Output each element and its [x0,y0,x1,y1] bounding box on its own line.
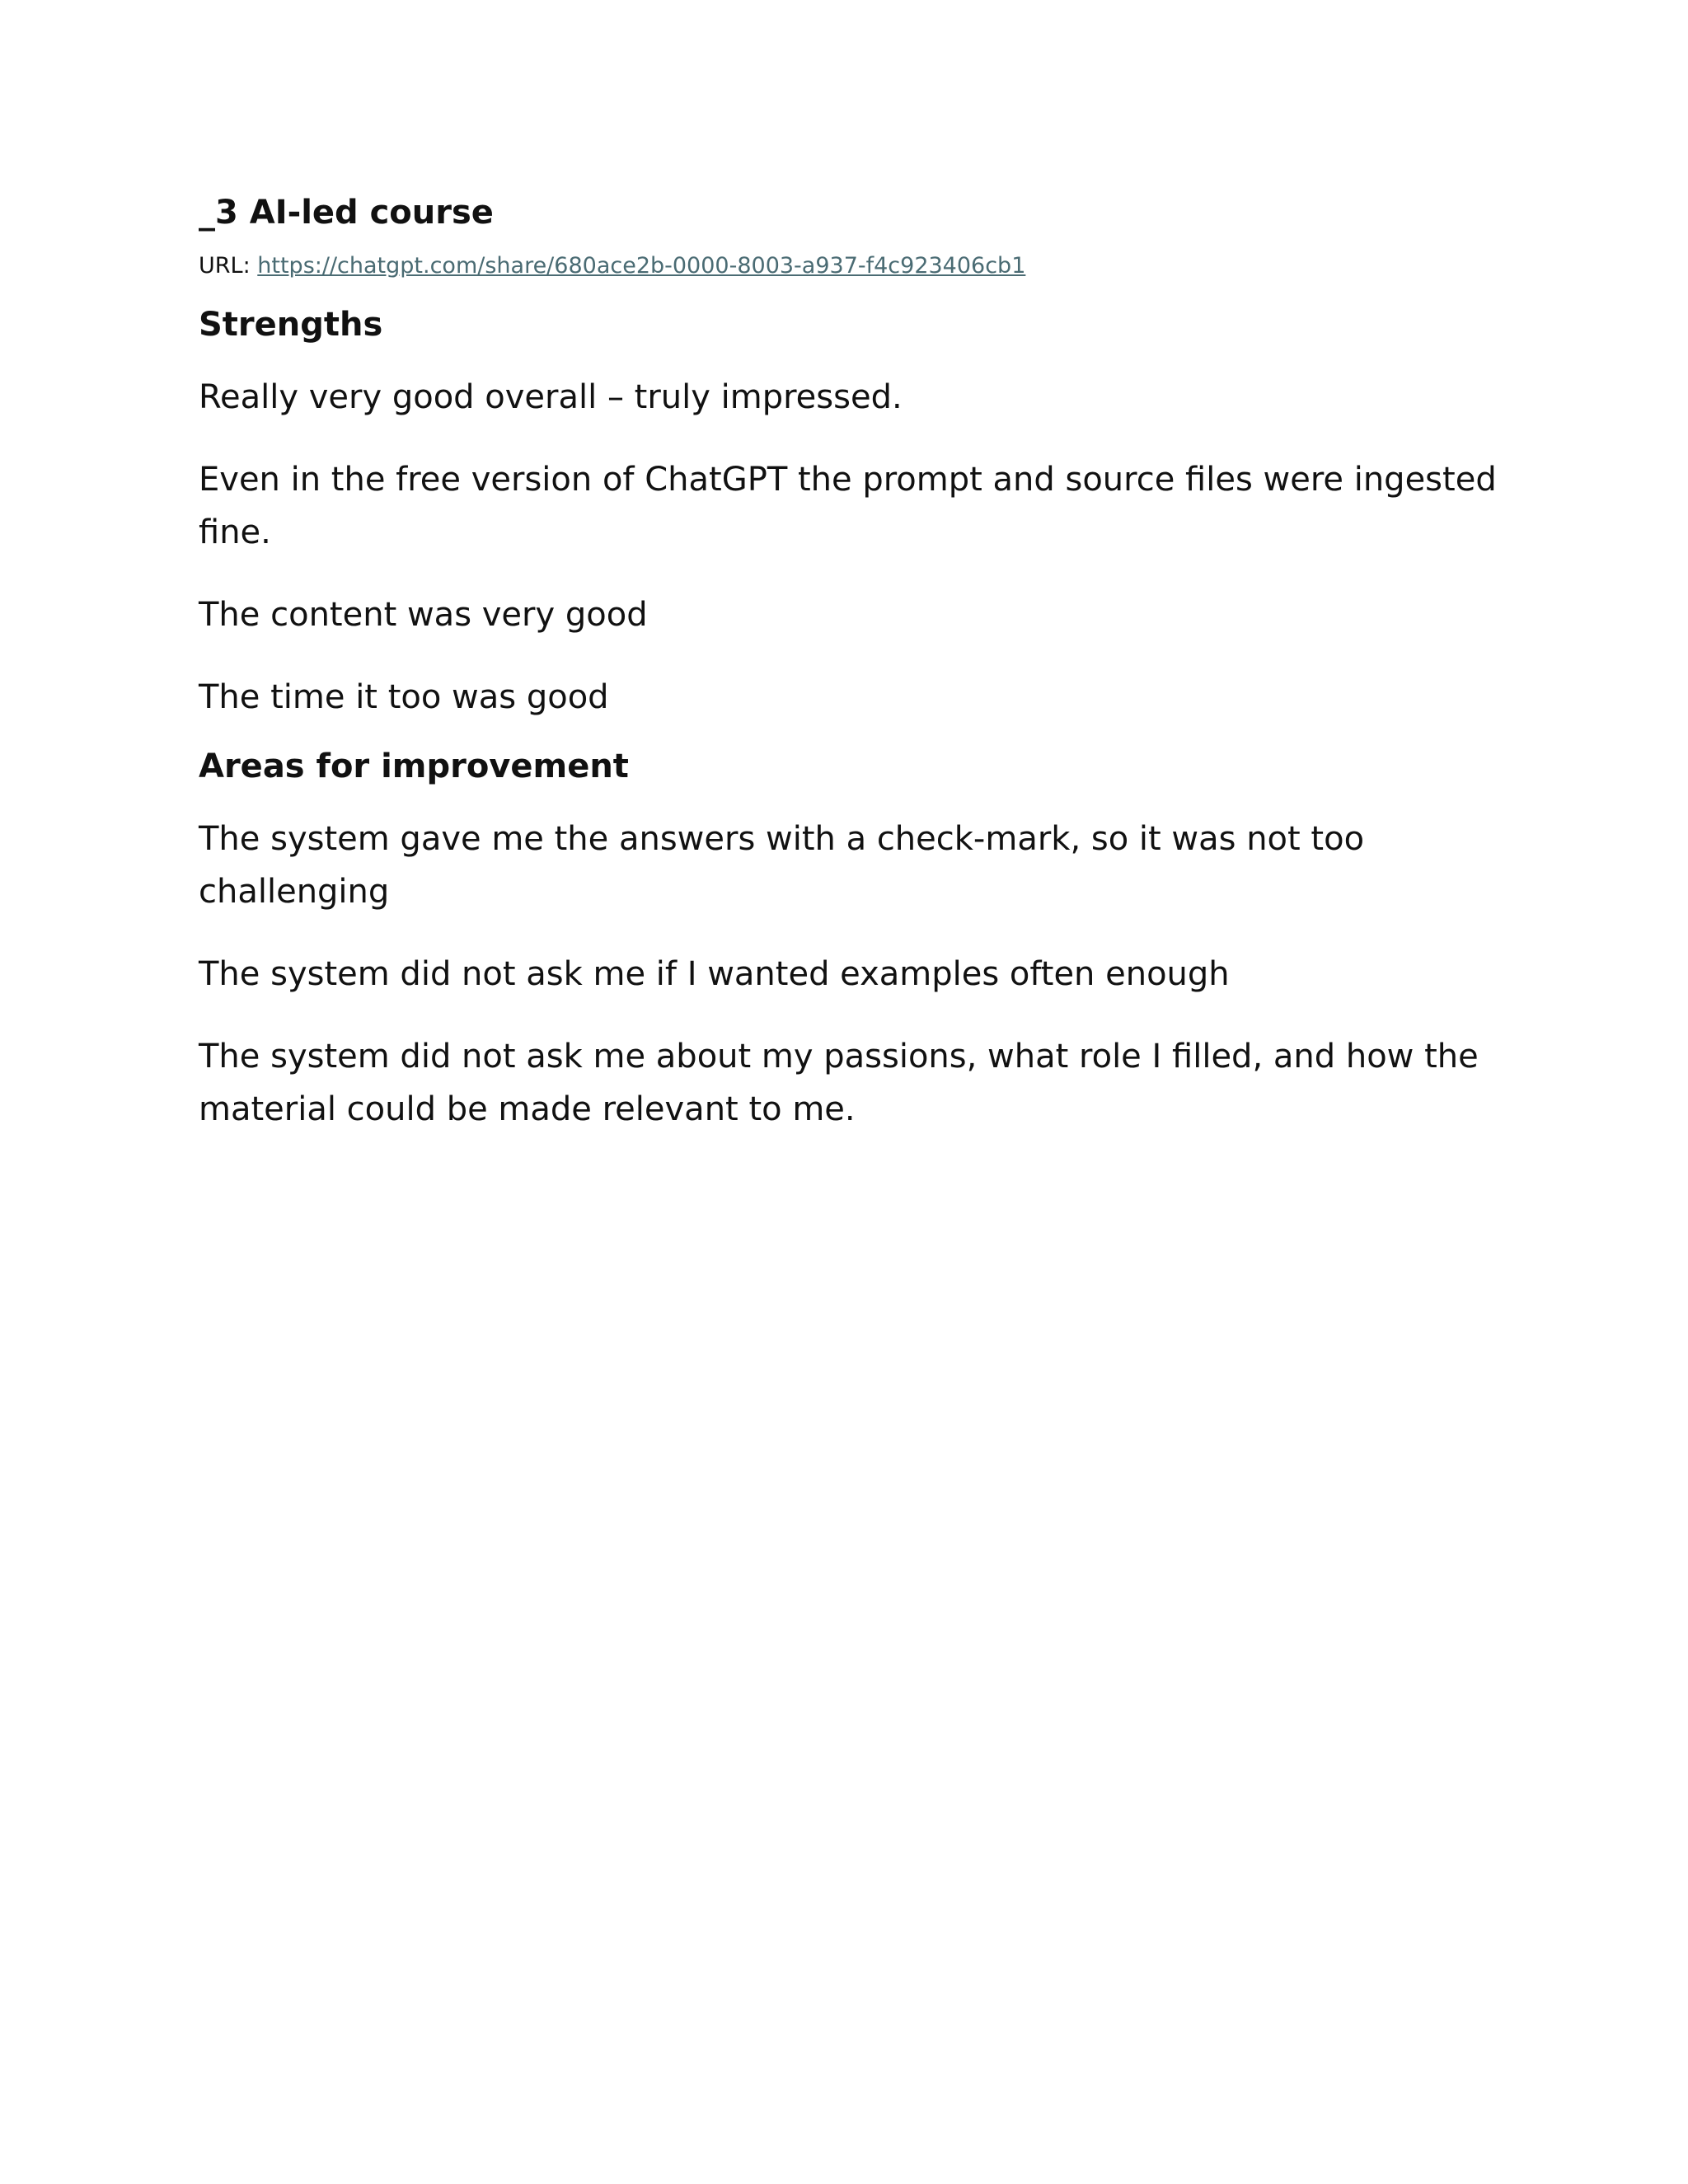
section-heading-strengths: Strengths [199,305,383,344]
improvement-paragraph: The system gave me the answers with a check-mark, so it was not too challenging [199,819,1365,911]
document-title: _3 AI-led course [199,194,494,232]
strength-paragraph: The content was very good [199,595,648,634]
improvement-paragraph: The system did not ask me about my passions, what role I filled, and how the material could be made relevant to me. [199,1037,1479,1128]
strength-paragraph: The time it too was good [199,677,609,716]
share-url-link[interactable]: https://chatgpt.com/share/680ace2b-0000-8003-a937-f4c923406cb1 [257,253,1026,279]
url-line [199,251,1550,282]
strength-paragraph: Even in the free version of ChatGPT the prompt and source files were ingested fine. [199,460,1497,551]
url-label: URL: [199,253,251,279]
strength-paragraph: Really very good overall – truly impressed. [199,377,903,416]
section-heading-improvement: Areas for improvement [199,747,629,785]
improvement-paragraph: The system did not ask me if I wanted examples often enough [199,954,1230,993]
document-page [199,191,1550,1136]
